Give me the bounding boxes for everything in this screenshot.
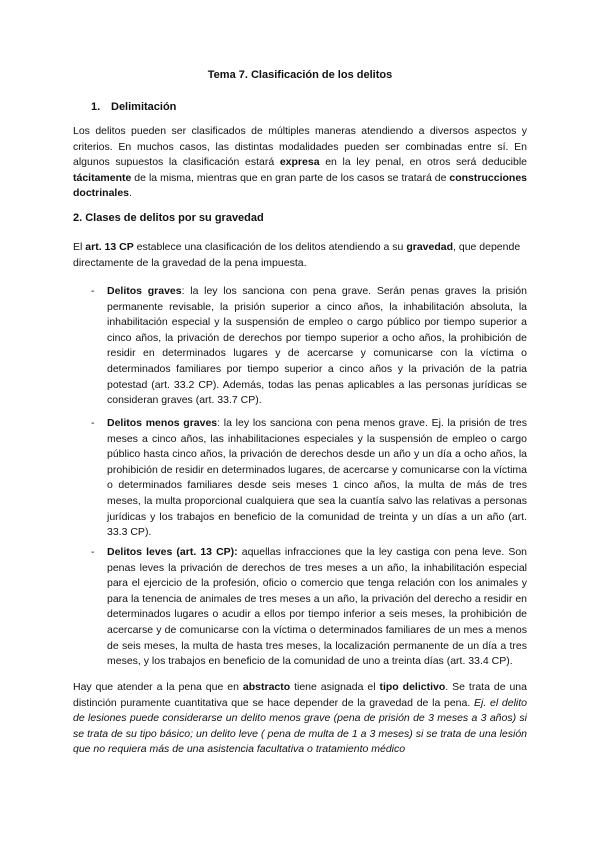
text-run: . bbox=[129, 187, 132, 200]
section-1-paragraph bbox=[73, 124, 527, 202]
list-item-delitos-menos-graves bbox=[91, 416, 527, 541]
example-italic: Ej. el delito de lesiones puede considerarse un delito menos grave (pena de prisión de 3 meses a 3 años) si se trata de su tipo básico; un delito leve ( pena de multa de 1 a 3 meses) si se trata de una lesión que no requiera más de una asistencia facultativa o tratamiento médico bbox=[73, 696, 527, 756]
text-run: en la ley penal, en otros será deducible bbox=[319, 156, 527, 169]
bullet-dash: - bbox=[91, 546, 95, 558]
text-run: Hay que atender a la pena que en bbox=[73, 681, 243, 693]
emphasis-abstracto: abstracto bbox=[242, 681, 291, 693]
text-run: . Se trata de una distinción puramente cuantitativa que se hace depender de la gravedad de la pena. bbox=[73, 681, 527, 709]
text-run: establece una clasificación de los delitos atendiendo a su bbox=[133, 241, 407, 253]
section-1-heading bbox=[91, 100, 176, 116]
section-1-title: Delimitación bbox=[111, 101, 177, 113]
section-2-intro bbox=[73, 240, 527, 271]
bullet-term: Delitos leves (art. 13 CP): bbox=[107, 546, 238, 558]
emphasis-construcciones: construcciones doctrinales bbox=[73, 171, 527, 200]
emphasis-tipo-delictivo: tipo delictivo bbox=[379, 681, 446, 693]
bullet-dash: - bbox=[91, 417, 95, 429]
emphasis-art13: art. 13 CP bbox=[85, 241, 134, 253]
bullet-text: : la ley los sanciona con pena menos grave. Ej. la prisión de tres meses a cinco años, las inhabilitaciones especiales y la suspensión de empleo o cargo público hasta cinco años, la privación de derechos desde un año y un día a ocho años, la prohibición de residir en determinados lugares, de acercarse y comunicarse con la víctima o determinados familiares desde seis meses 1 cinco años, la multa de más de tres meses, la multa proporcional cualquiera que sea la cuantía salvo las relativas a personas jurídicas y los trabajos en beneficio de la comunidad de treinta y un días a un año (art. 33.3 CP). bbox=[107, 417, 527, 539]
emphasis-gravedad: gravedad bbox=[406, 241, 454, 253]
list-item-delitos-leves bbox=[91, 545, 527, 670]
section-1-number: 1. bbox=[91, 101, 101, 113]
section-2-heading: 2. Clases de delitos por su gravedad bbox=[73, 212, 264, 224]
bullet-term: Delitos menos graves bbox=[107, 417, 218, 429]
bullet-dash: - bbox=[91, 285, 95, 297]
bullet-text: : la ley los sanciona con pena grave. Serán penas graves la prisión permanente revisable, la prisión superior a cinco años, la inhabilitación absoluta, la inhabilitación especial y la suspensión de empleo o cargo público por tiempo superior a cinco años, la privación de derechos por tiempo superior a ocho años, la prohibición de residir en determinados lugares y de acercarse y comunicarse con la víctima o determinados familiares por tiempo superior a cinco años y la privación de la patria potestad (art. 33.2 CP). Además, todas las penas aplicables a las personas jurídicas se consideran graves (art. 33.7 CP). bbox=[107, 285, 527, 407]
text-run: El bbox=[73, 241, 86, 253]
bullet-term: Delitos graves bbox=[107, 285, 182, 297]
section-2-closing-paragraph bbox=[73, 680, 527, 758]
bullet-text: aquellas infracciones que la ley castiga con pena leve. Son penas leves la privación de derechos de tres meses a un año, la inhabilitación especial para el ejercicio de la profesión, oficio o comercio que tenga relación con los animales y para la tenencia de animales de tres meses a un año, la privación del derecho a residir en determinados lugares o acudir a ellos por tiempo inferior a seis meses, la prohibición de acercarse y de comunicarse con la víctima o determinados familiares de un mes a menos de seis meses, la multa de hasta tres meses, la localización permanente de un día a tres meses, y los trabajos en beneficio de la comunidad de uno a treinta días (art. 33.4 CP). bbox=[107, 546, 527, 668]
text-run: de la misma, mientras que en gran parte de los casos se tratará de bbox=[131, 171, 450, 184]
text-run: , que depende directamente de la gravedad de la pena impuesta. bbox=[73, 241, 521, 269]
emphasis-tacitamente: tácitamente bbox=[73, 171, 132, 184]
list-item-delitos-graves bbox=[91, 284, 527, 409]
text-run: Los delitos pueden ser clasificados de múltiples maneras atendiendo a diversos aspectos y criterios. En muchos casos, las distintas modalidades pueden ser combinadas entre sí. En algunos supuestos la clasificación estará bbox=[73, 125, 527, 169]
page-title: Tema 7. Clasificación de los delitos bbox=[207, 69, 393, 81]
text-run: tiene asignada el bbox=[290, 681, 380, 693]
emphasis-expresa: expresa bbox=[279, 156, 320, 169]
